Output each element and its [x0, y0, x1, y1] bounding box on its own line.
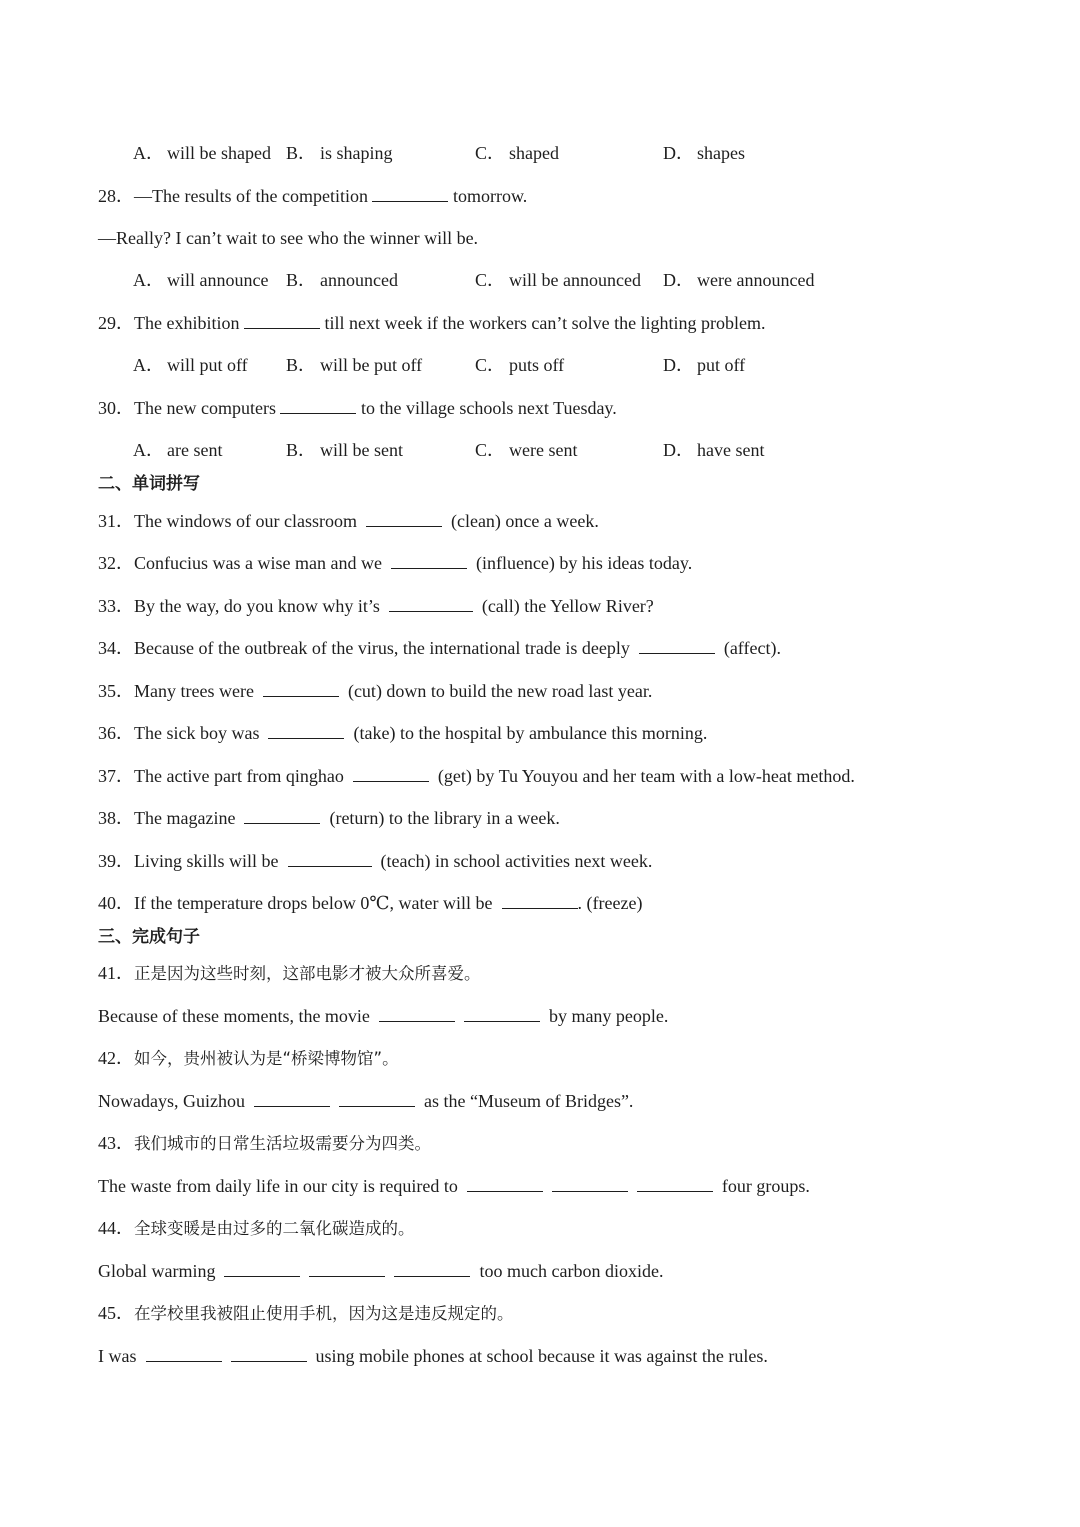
answer-blank[interactable]: [339, 1089, 415, 1107]
option-d: D． have sent: [663, 440, 765, 460]
option-d: D． shapes: [663, 143, 745, 163]
question-43-english: The waste from daily life in our city is required to four groups.: [98, 1176, 810, 1196]
question-36: 36．The sick boy was (take) to the hospital by ambulance this morning.: [98, 723, 708, 743]
question-37: 37．The active part from qinghao (get) by Tu Youyou and her team with a low-heat method.: [98, 766, 855, 786]
option-a: A． are sent: [133, 440, 223, 460]
answer-blank[interactable]: [268, 721, 344, 739]
answer-blank[interactable]: [288, 849, 372, 867]
answer-blank[interactable]: [309, 1259, 385, 1277]
answer-blank[interactable]: [146, 1344, 222, 1362]
option-b: B． is shaping: [286, 143, 393, 163]
option-b: B． will be sent: [286, 440, 403, 460]
section-heading-sentences: 三、完成句子: [98, 927, 200, 947]
answer-blank[interactable]: [244, 806, 320, 824]
answer-blank[interactable]: [389, 594, 473, 612]
answer-blank[interactable]: [391, 551, 467, 569]
option-a: A． will be shaped: [133, 143, 271, 163]
question-28-reply: —Really? I can’t wait to see who the winner will be.: [98, 228, 479, 248]
question-30: 30．The new computers to the village schools next Tuesday.: [98, 398, 617, 418]
answer-blank[interactable]: [464, 1004, 540, 1022]
answer-blank[interactable]: [244, 311, 320, 329]
answer-blank[interactable]: [353, 764, 429, 782]
answer-blank[interactable]: [552, 1174, 628, 1192]
answer-blank[interactable]: [637, 1174, 713, 1192]
answer-blank[interactable]: [639, 636, 715, 654]
question-45-english: I was using mobile phones at school because it was against the rules.: [98, 1346, 768, 1366]
option-a: A． will put off: [133, 355, 248, 375]
question-43-chinese: 43．我们城市的日常生活垃圾需要分为四类。: [98, 1133, 431, 1153]
question-44-english: Global warming too much carbon dioxide.: [98, 1261, 664, 1281]
answer-blank[interactable]: [502, 891, 578, 909]
q28-options: [133, 268, 1033, 292]
answer-blank[interactable]: [366, 509, 442, 527]
answer-blank[interactable]: [379, 1004, 455, 1022]
question-39: 39．Living skills will be (teach) in school activities next week.: [98, 851, 653, 871]
section-heading-spelling: 二、单词拼写: [98, 474, 200, 494]
option-b: B． will be put off: [286, 355, 423, 375]
question-31: 31．The windows of our classroom (clean) once a week.: [98, 511, 599, 531]
question-40: 40．If the temperature drops below 0℃, water will be . (freeze): [98, 893, 643, 913]
answer-blank[interactable]: [394, 1259, 470, 1277]
option-d: D． were announced: [663, 270, 815, 290]
question-28: 28．—The results of the competition tomorrow.: [98, 186, 528, 206]
question-42-chinese: 42．如今，贵州被认为是“桥梁博物馆”。: [98, 1048, 399, 1068]
question-41-chinese: 41．正是因为这些时刻，这部电影才被大众所喜爱。: [98, 963, 481, 983]
option-b: B． announced: [286, 270, 398, 290]
question-35: 35．Many trees were (cut) down to build the new road last year.: [98, 681, 653, 701]
option-d: D． put off: [663, 355, 746, 375]
answer-blank[interactable]: [372, 184, 448, 202]
question-29: 29．The exhibition till next week if the workers can’t solve the lighting problem.: [98, 313, 766, 333]
q29-options: [133, 353, 1033, 377]
answer-blank[interactable]: [280, 396, 356, 414]
question-45-chinese: 45．在学校里我被阻止使用手机，因为这是违反规定的。: [98, 1303, 514, 1323]
question-38: 38．The magazine (return) to the library in a week.: [98, 808, 560, 828]
answer-blank[interactable]: [224, 1259, 300, 1277]
option-c: C． were sent: [475, 440, 578, 460]
option-a: A． will announce: [133, 270, 269, 290]
question-41-english: Because of these moments, the movie by many people.: [98, 1006, 669, 1026]
answer-blank[interactable]: [254, 1089, 330, 1107]
question-42-english: Nowadays, Guizhou as the “Museum of Bridges”.: [98, 1091, 634, 1111]
question-33: 33．By the way, do you know why it’s (call) the Yellow River?: [98, 596, 654, 616]
option-c: C． shaped: [475, 143, 559, 163]
q30-options: [133, 438, 1033, 462]
question-34: 34．Because of the outbreak of the virus, the international trade is deeply (affect).: [98, 638, 781, 658]
option-c: C． puts off: [475, 355, 565, 375]
question-44-chinese: 44．全球变暖是由过多的二氧化碳造成的。: [98, 1218, 415, 1238]
answer-blank[interactable]: [467, 1174, 543, 1192]
answer-blank[interactable]: [231, 1344, 307, 1362]
question-32: 32．Confucius was a wise man and we (influence) by his ideas today.: [98, 553, 693, 573]
answer-blank[interactable]: [263, 679, 339, 697]
option-c: C． will be announced: [475, 270, 641, 290]
q27-options: [133, 141, 1033, 165]
